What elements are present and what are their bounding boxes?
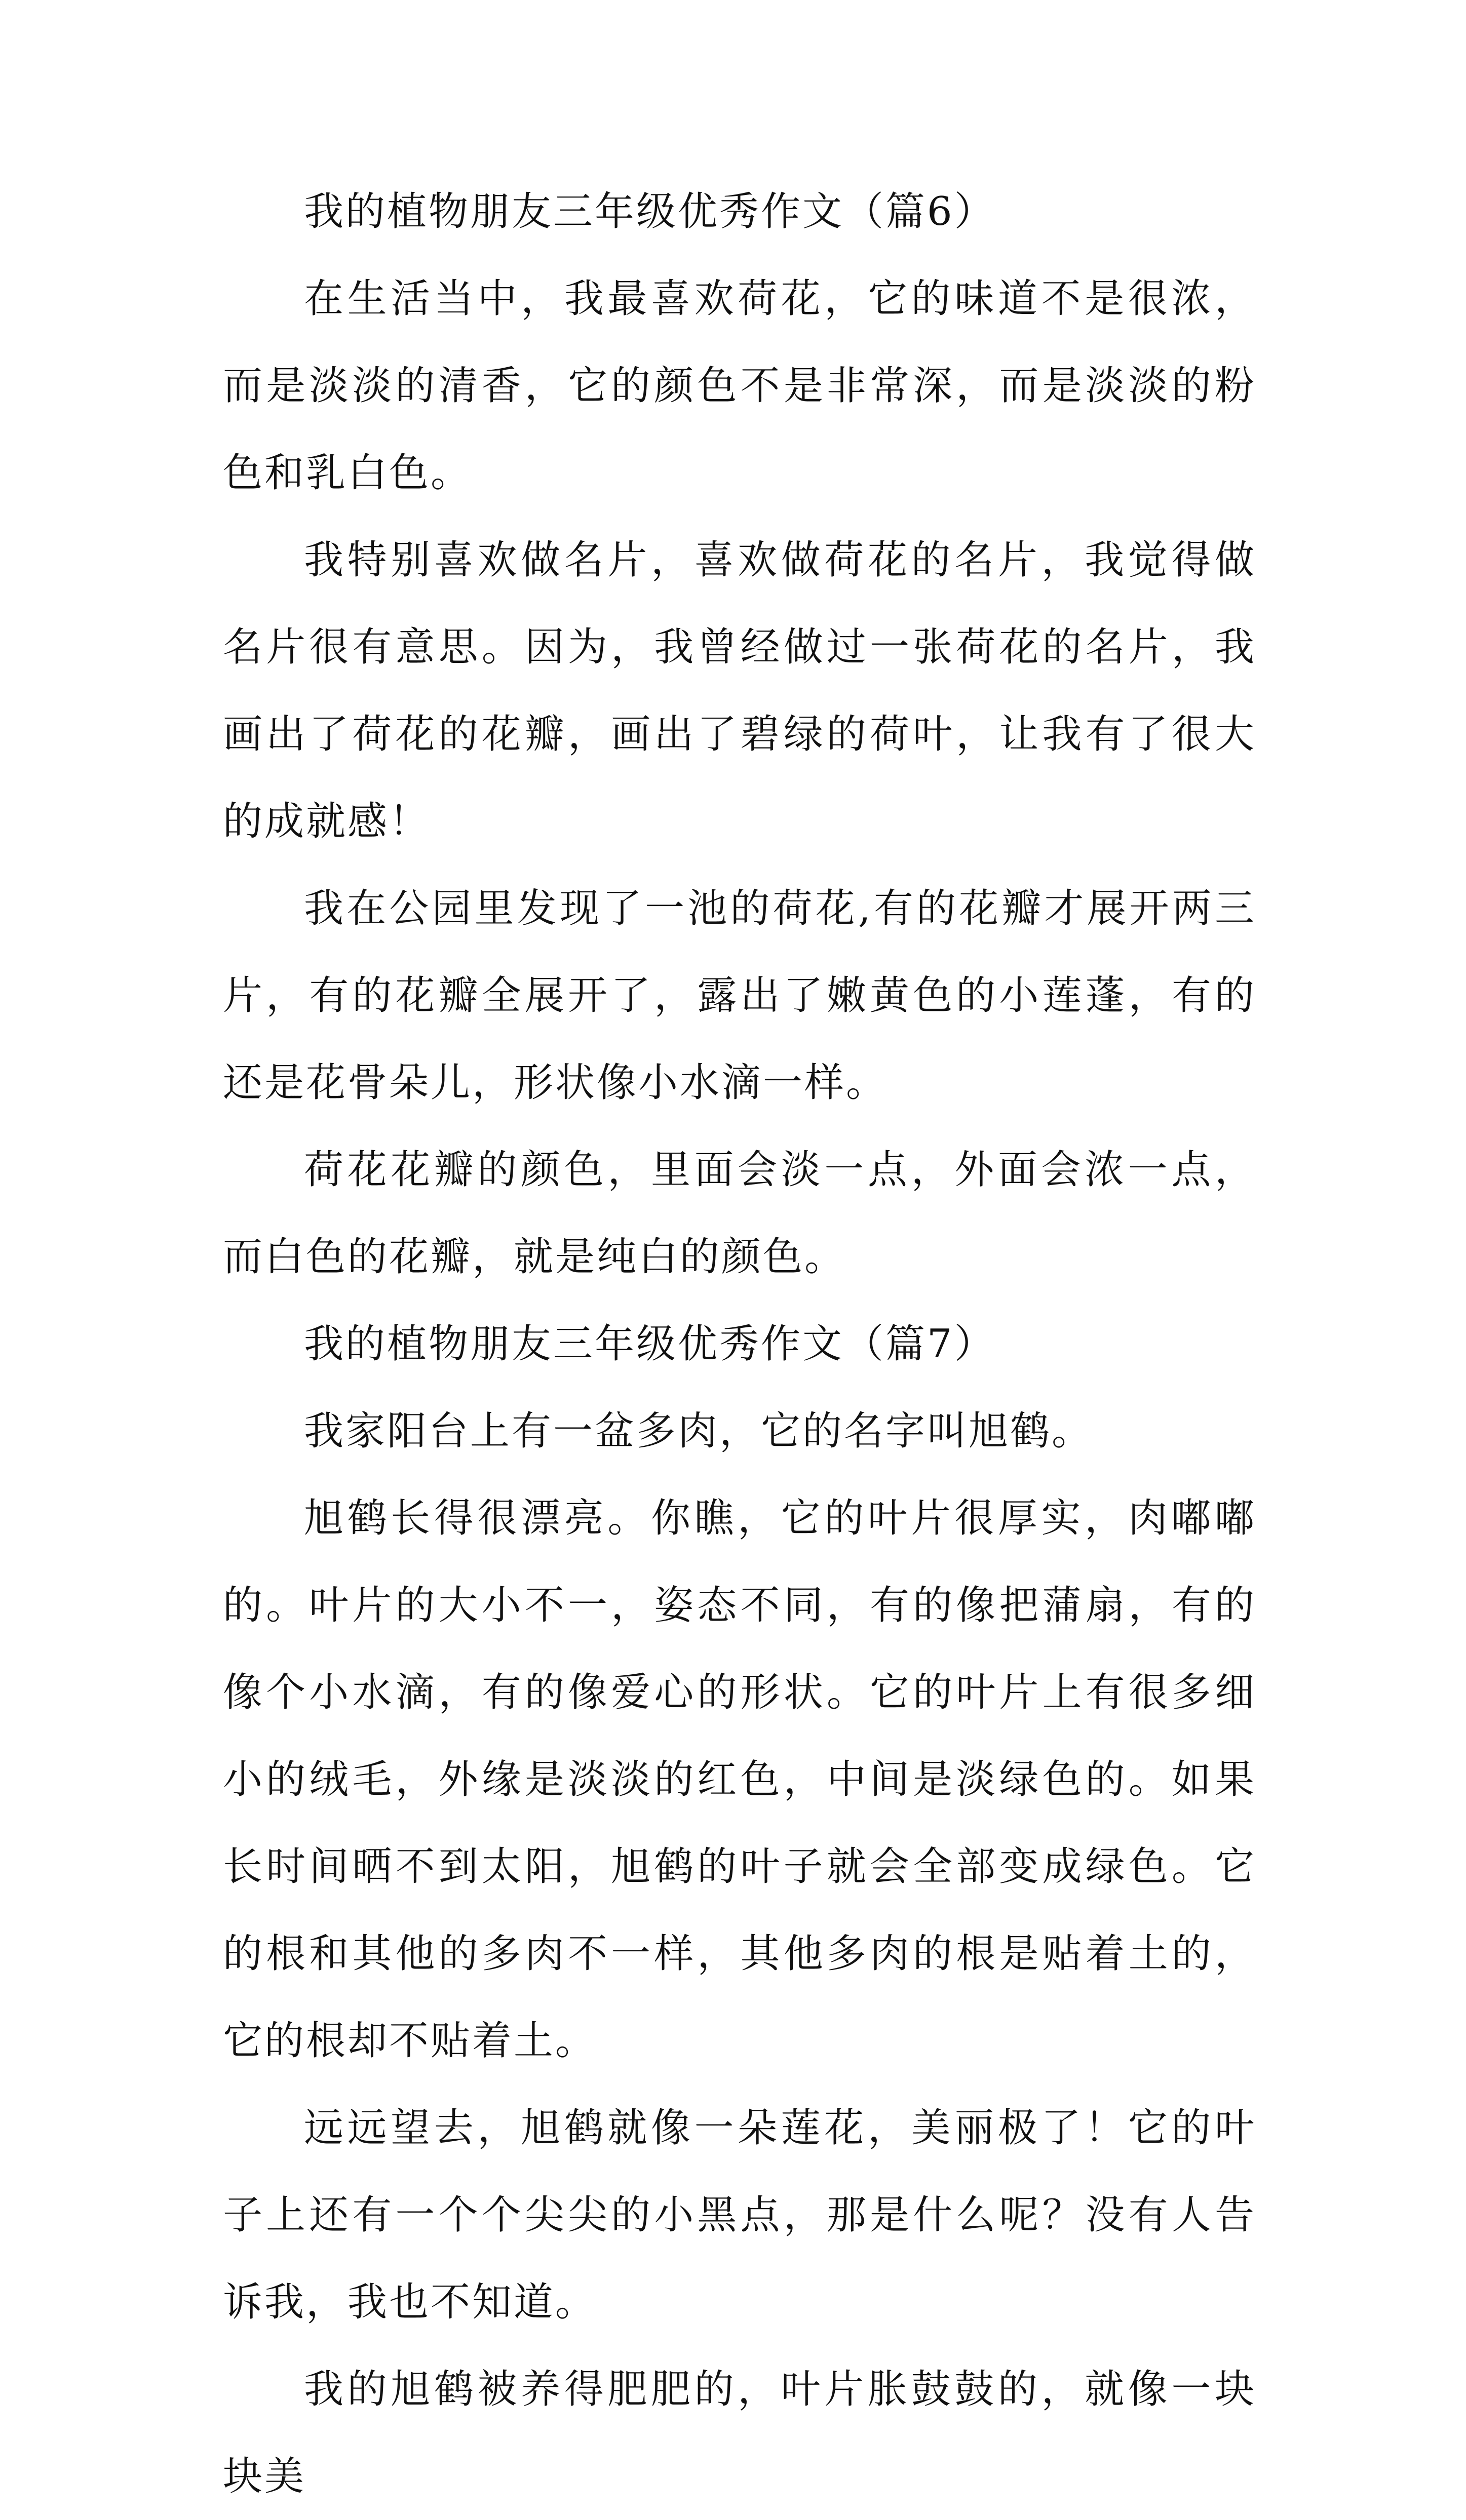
paragraph: 旭鹤长得很漂亮。你瞧，它的叶片很厚实，肉嘟嘟的。叶片的大小不一，姿态不同，有的像把蒲扇，有的像个小水滴，有的像爱心的形状。它的叶片上有很多细小的绒毛，外缘是淡淡的红色，中间是淡绿色的。如果长时间晒不到太阳，旭鹤的叶子就会全部变成绿色。它的根和其他的多肉不一样，其他多肉的根是贴着土的，它的根却不贴着土。: [223, 1495, 1256, 2064]
paragraph: 我的旭鹤被养得肥肥的，叶片胀鼓鼓的，就像一块块美: [223, 2367, 1256, 2499]
paragraph: 荷花花瓣的颜色，里面会淡一点，外面会浓一点，而白色的花瓣，就是纯白的颜色。: [223, 1147, 1256, 1280]
essay-heading-7: 我的植物朋友三年级优秀作文（篇7）: [304, 1321, 996, 1367]
essay-heading-6: 我的植物朋友三年级优秀作文（篇6）: [304, 189, 996, 234]
article-body: [223, 168, 1256, 2520]
paragraph: 我在公园里发现了一池的荷花,有的花瓣才展开两三片，有的花瓣全展开了，露出了嫩黄色的小莲蓬，有的还是花骨朵儿，形状像小水滴一样。: [223, 886, 1256, 1106]
paragraph: 在生活当中，我最喜欢荷花，它的味道不是很浓，而是淡淡的清香，它的颜色不是非常深，而是淡淡的粉色和乳白色。: [223, 276, 1256, 496]
paragraph: 远远望去，旭鹤就像一朵莲花，美丽极了！它的叶子上还有一个个尖尖的小黑点，那是什么呢？没有人告诉我，我也不知道。: [223, 2105, 1256, 2325]
paragraph: 我特别喜欢做名片，喜欢做荷花的名片，我觉得做名片很有意思。因为，我曾经做过一张荷花的名片，我画出了荷花的花瓣，画出了碧绿的荷叶，让我有了很大的成就感！: [223, 537, 1256, 844]
paragraph: 我家阳台上有一盆多肉，它的名字叫旭鹤。: [304, 1408, 1094, 1454]
